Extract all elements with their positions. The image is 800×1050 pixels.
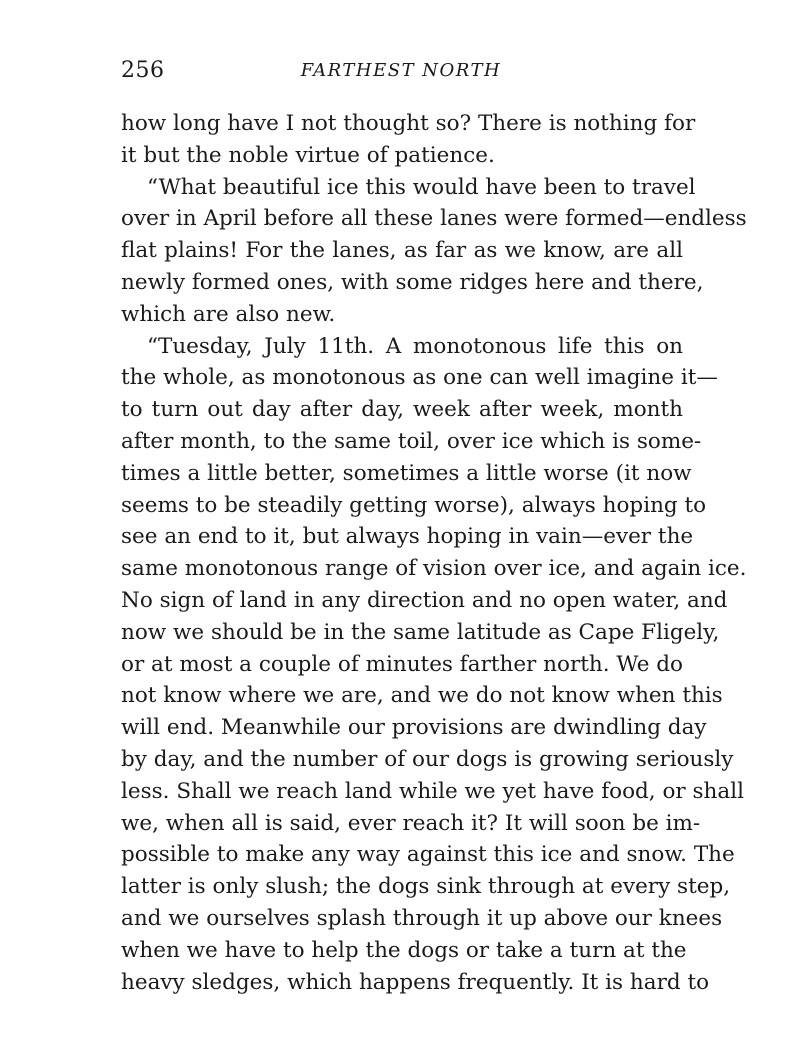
text-line: to turn out day after day, week after week, month [121, 397, 683, 423]
text-line: flat plains! For the lanes, as far as we know, are all [121, 238, 683, 264]
text-line: “What beautiful ice this would have been to travel [147, 174, 696, 200]
text-line: which are also new. [121, 301, 336, 327]
text-line: see an end to it, but always hoping in vain—ever the [121, 524, 694, 550]
text-line: the whole, as monotonous as one can well imagine it— [121, 365, 718, 391]
body-text [121, 108, 747, 998]
text-line: or at most a couple of minutes farther north. We do [121, 651, 684, 677]
page-number: 256 [121, 58, 165, 83]
text-line: we, when all is said, ever reach it? It will soon be im- [121, 810, 701, 836]
text-line: No sign of land in any direction and no open water, and [121, 587, 728, 613]
text-line: by day, and the number of our dogs is growing seriously [121, 746, 734, 772]
text-line: latter is only slush; the dogs sink through at every step, [121, 874, 731, 900]
text-line: when we have to help the dogs or take a turn at the [121, 937, 687, 963]
text-line: now we should be in the same latitude as Cape Fligely, [121, 619, 720, 645]
text-line: over in April before all these lanes were formed—endless [121, 206, 747, 232]
text-line: same monotonous range of vision over ice, and again ice. [121, 556, 747, 582]
page-header [121, 58, 681, 88]
text-line: it but the noble virtue of patience. [121, 142, 495, 168]
text-line: “Tuesday, July 11th. A monotonous life this on [147, 333, 683, 359]
text-line: less. Shall we reach land while we yet have food, or shall [121, 778, 744, 804]
running-title: FARTHEST NORTH [300, 60, 502, 81]
text-line: and we ourselves splash through it up above our knees [121, 905, 723, 931]
text-line: after month, to the same toil, over ice which is some- [121, 428, 702, 454]
text-line: newly formed ones, with some ridges here and there, [121, 269, 704, 295]
text-line: will end. Meanwhile our provisions are dwindling day [121, 715, 707, 741]
text-line: seems to be steadily getting worse), always hoping to [121, 492, 707, 518]
text-line: not know where we are, and we do not know when this [121, 683, 723, 709]
text-line: heavy sledges, which happens frequently. It is hard to [121, 969, 710, 995]
text-line: times a little better, sometimes a little worse (it now [121, 460, 692, 486]
text-line: how long have I not thought so? There is nothing for [121, 111, 696, 136]
text-line: possible to make any way against this ice and snow. The [121, 842, 735, 868]
